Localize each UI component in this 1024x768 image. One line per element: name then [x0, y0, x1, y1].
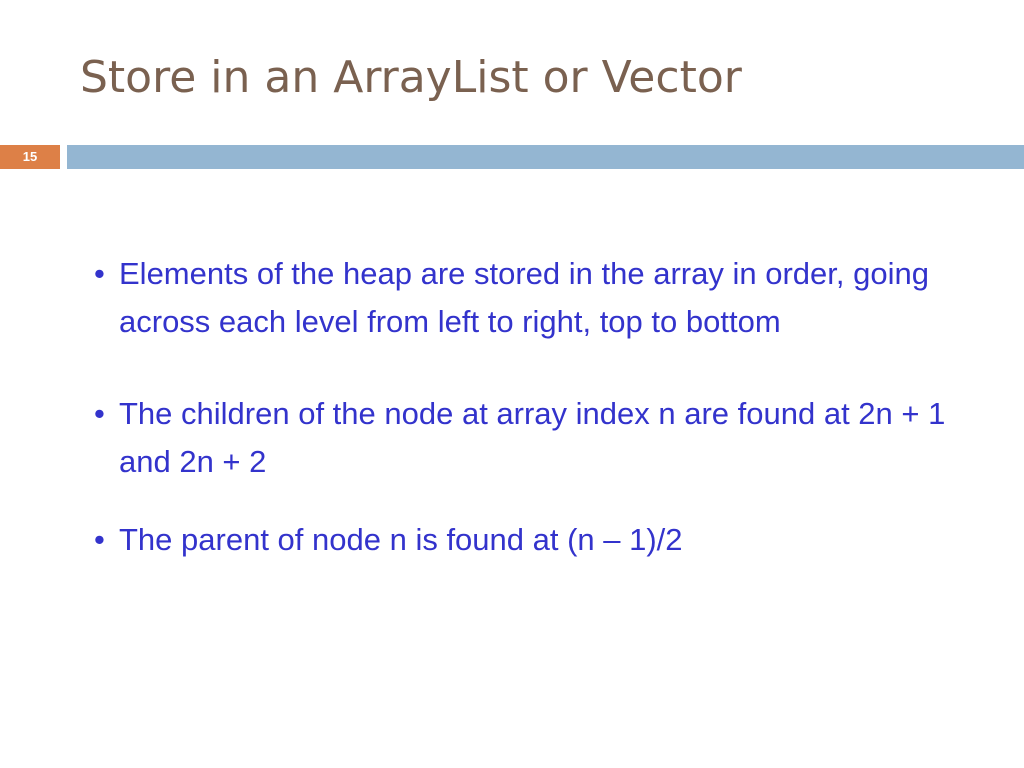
slide-title: Store in an ArrayList or Vector	[80, 52, 742, 103]
bullet-item	[94, 390, 974, 486]
bullet-marker: •	[94, 256, 105, 291]
bullet-marker: •	[94, 396, 105, 431]
bullet-text: The children of the node at array index n are found at 2n + 1 and 2n + 2	[119, 396, 946, 479]
bullet-item	[94, 516, 974, 564]
header-divider-bar	[67, 145, 1024, 169]
bullet-text: The parent of node n is found at (n – 1)/2	[119, 522, 683, 557]
bullet-text: Elements of the heap are stored in the array in order, going across each level from left to right, top to bottom	[119, 256, 929, 339]
bullet-list	[94, 250, 974, 564]
bullet-item	[94, 250, 974, 346]
slide-number: 15	[22, 149, 38, 164]
bullet-marker: •	[94, 522, 105, 557]
slide-number-badge	[0, 145, 60, 169]
